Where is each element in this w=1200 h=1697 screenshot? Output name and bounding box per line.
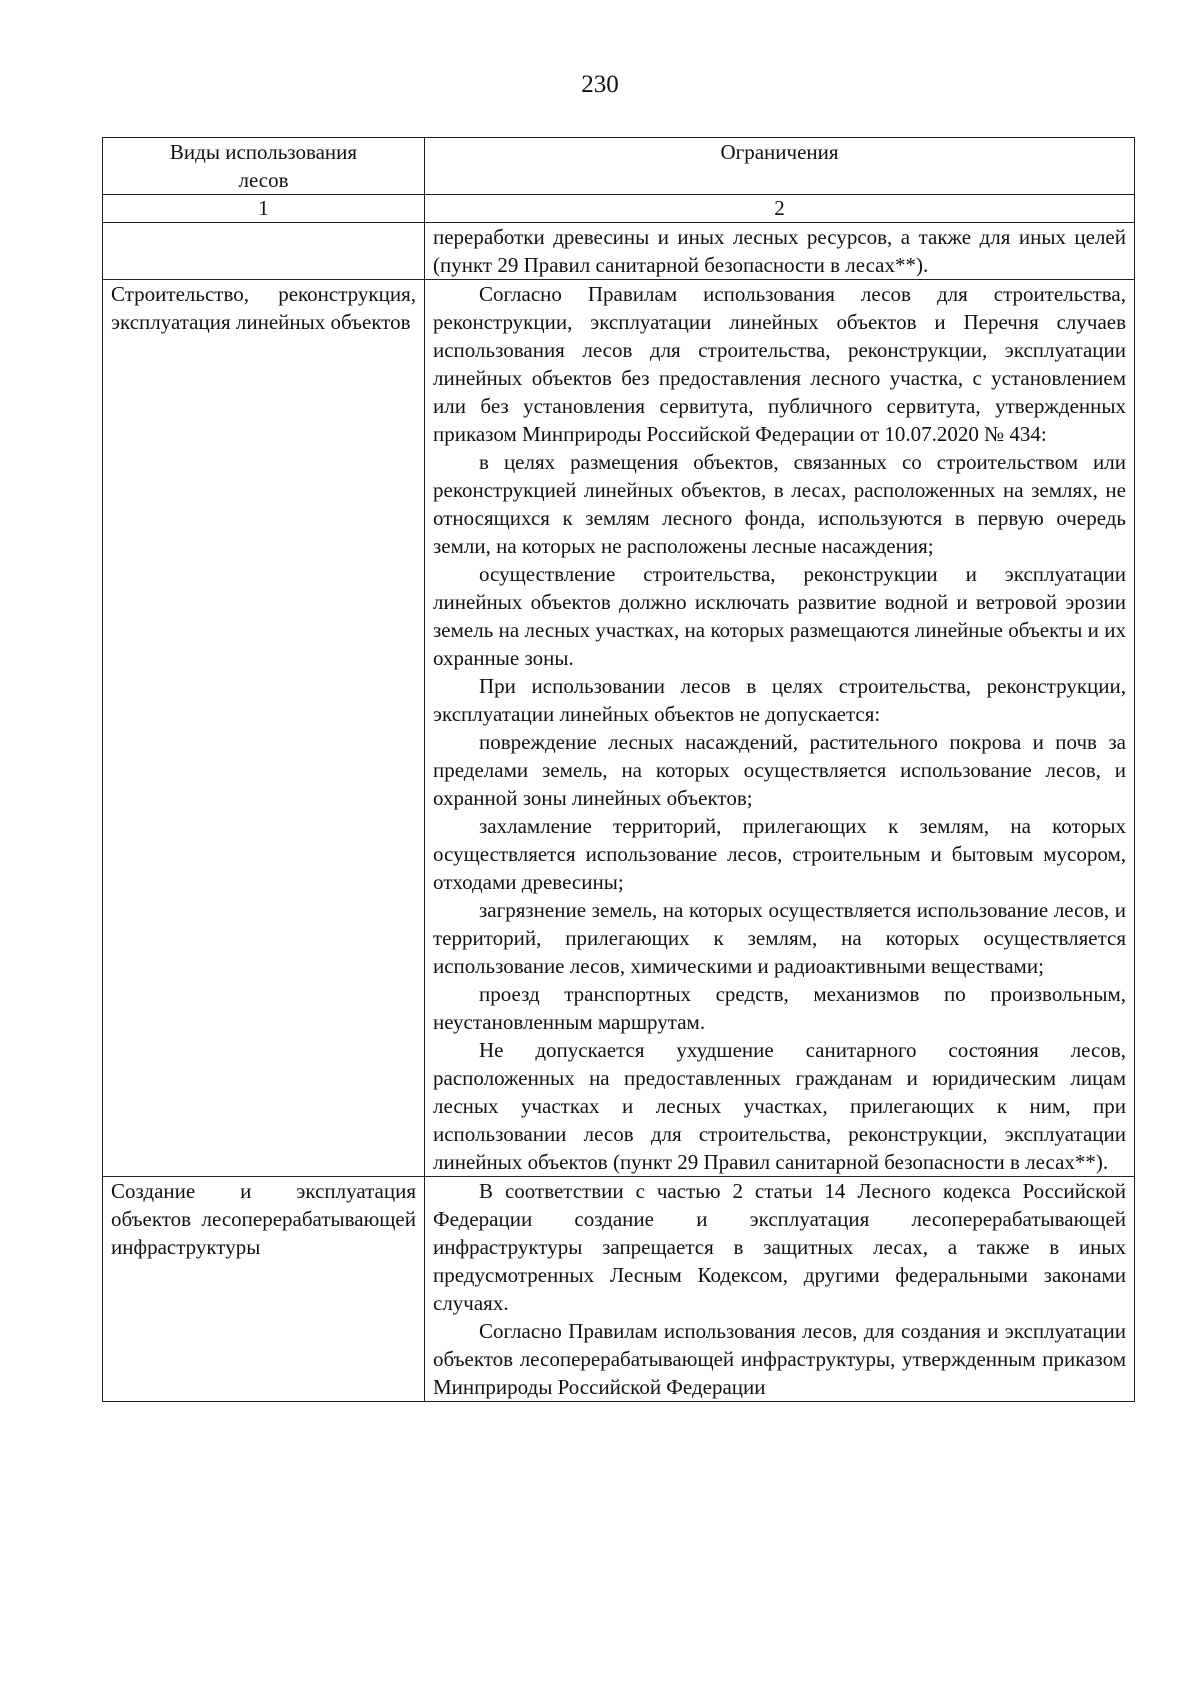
restriction-paragraph: загрязнение земель, на которых осуществляется использование лесов, и территорий, прилегающих к землям, на которых осуществляется использование лесов, химическими и радиоактивными веществами; [433, 898, 1126, 978]
header-cell-restrictions: Ограничения [425, 138, 1135, 195]
restriction-paragraph: повреждение лесных насаждений, растительного покрова и почв за пределами земель, на которых осуществляется использование лесов, и охранной зоны линейных объектов; [433, 730, 1126, 810]
restriction-paragraph: проезд транспортных средств, механизмов по произвольным, неустановленным маршрутам. [433, 982, 1126, 1034]
restriction-paragraph: захламление территорий, прилегающих к землям, на которых осуществляется использование лесов, строительным и бытовым мусором, отходами древесины; [433, 814, 1126, 894]
table-header-row [103, 138, 1135, 195]
restriction-paragraph: переработки древесины и иных лесных ресурсов, а также для иных целей (пункт 29 Правил санитарной безопасности в лесах**). [433, 225, 1126, 277]
forest-use-type-cell [103, 280, 425, 1177]
restriction-paragraph: Не допускается ухудшение санитарного состояния лесов, расположенных на предоставленных гражданам и юридическим лицам лесных участках и лесных участках, прилегающих к ним, при использовании лесов для строительства, реконструкции, эксплуатации линейных объектов (пункт 29 Правил санитарной безопасности в лесах**). [433, 1038, 1126, 1174]
table-row [103, 1177, 1135, 1402]
column-number-2: 2 [425, 195, 1135, 223]
restriction-paragraph: Согласно Правилам использования лесов для строительства, реконструкции, эксплуатации линейных объектов и Перечня случаев использования лесов для строительства, реконструкции, эксплуатации линейных объектов без предоставления лесного участка, с установлением или без установления сервитута, публичного сервитута, утвержденных приказом Минприроды Российской Федерации от 10.07.2020 № 434: [433, 282, 1126, 446]
restrictions-cell [425, 280, 1135, 1177]
page-number: 230 [581, 71, 619, 98]
column-number-1: 1 [103, 195, 425, 223]
restriction-paragraph: При использовании лесов в целях строительства, реконструкции, эксплуатации линейных объектов не допускается: [433, 674, 1126, 726]
column-number-row [103, 195, 1135, 223]
restriction-paragraph: В соответствии с частью 2 статьи 14 Лесного кодекса Российской Федерации создание и эксплуатация лесоперерабатывающей инфраструктуры запрещается в защитных лесах, а также в иных предусмотренных Лесным Кодексом, другими федеральными законами случаях. [433, 1179, 1126, 1315]
restriction-paragraph: Согласно Правилам использования лесов, для создания и эксплуатации объектов лесоперерабатывающей инфраструктуры, утвержденным приказом Минприроды Российской Федерации [433, 1319, 1126, 1399]
forest-use-type: Создание и эксплуатация объектов лесоперерабатывающей инфраструктуры [111, 1179, 416, 1259]
restriction-paragraph: в целях размещения объектов, связанных со строительством или реконструкцией линейных объектов, в лесах, расположенных на землях, не относящихся к землям лесного фонда, используются в первую очередь земли, на которых не расположены лесные насаждения; [433, 450, 1126, 558]
restrictions-cell [425, 223, 1135, 280]
forest-use-type: Строительство, реконструкция, эксплуатация линейных объектов [111, 282, 416, 334]
forest-use-type-cell [103, 223, 425, 280]
restrictions-cell [425, 1177, 1135, 1402]
forest-use-type-cell [103, 1177, 425, 1402]
table-row [103, 280, 1135, 1177]
restriction-paragraph: осуществление строительства, реконструкции и эксплуатации линейных объектов должно исключать развитие водной и ветровой эрозии земель на лесных участках, на которых размещаются линейные объекты и их охранные зоны. [433, 562, 1126, 670]
restrictions-table [102, 137, 1135, 1402]
table-row [103, 223, 1135, 280]
header-cell-forest-use-types: Виды использования лесов [103, 138, 425, 195]
